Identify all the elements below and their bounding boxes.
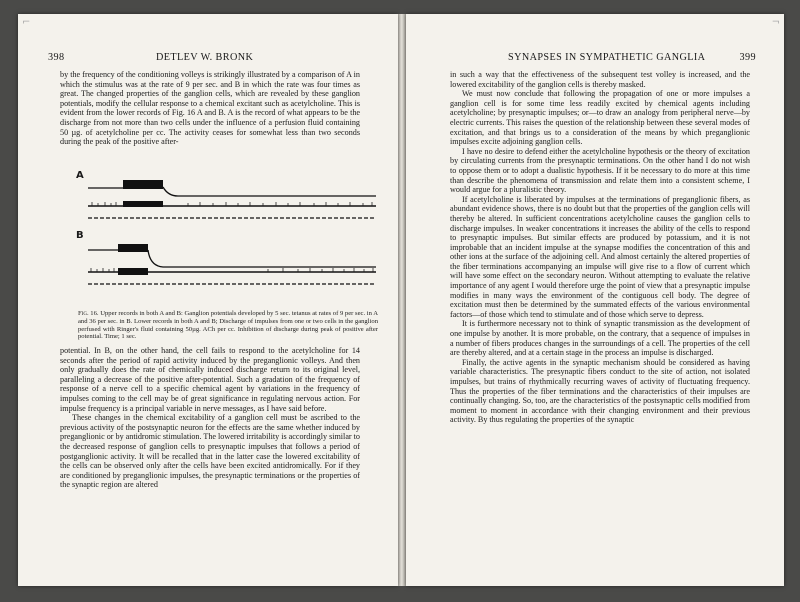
corner-crop-mark: ⌐ (22, 17, 31, 28)
paragraph: in such a way that the effectiveness of the subsequent test volley is increased, and the lowered excitability of the ganglion cells is thereby masked. (450, 70, 750, 89)
book-spine (398, 14, 406, 586)
right-running-title: SYNAPSES IN SYMPATHETIC GANGLIA (508, 52, 706, 63)
paragraph: by the frequency of the conditioning volleys is strikingly illustrated by a comparison of A in which the stimulus was at the rate of 9 per sec. and B in which the rate was four times as great. The changed properties of the ganglion cells, which are revealed by these ganglion potentials, modify the cellular response to a chemical excitant such as acetylcholine. This is evident from the lower records of Fig. 16 A and B. A is the record of what appears to be the discharge from not more than two cells under the influence of a perfusion fluid containing 50 µg. of acetylcholine per cc. The activity ceases for somewhat less than two seconds during the peak of the positive after- (60, 70, 360, 147)
right-page-number: 399 (739, 52, 756, 63)
right-body-text (450, 70, 750, 425)
paragraph: potential. In B, on the other hand, the cell fails to respond to the acetylcholine for 14 seconds after the period of rapid activity induced by the preganglionic volleys. And then only gradually does the rate of chemically induced discharge return to its original level, paralleling a decrease of the positive after-potential. Such a gradation of the frequency of response of a nerve cell to a specific chemical agent by variations in the frequency of impulses coming to the cell may be of great significance in regulating nervous action. For impulse frequency is a principal variable in nerve messages, as I have said before. (60, 346, 360, 413)
figure-label-b: B (76, 230, 84, 241)
paragraph: Finally, the active agents in the synaptic mechanism should be considered as having variable characteristics. The presynaptic fibers conduct to the site of action, not isolated impulses, but trains of rhythmically recurring waves of activity of fluctuating frequency. Thus the properties of the fiber terminations and the characteristics of their impulses are continually changing. So, too, are the characteristics of the postsynaptic cells modified from moment to moment in accordance with their changing environment and their previous activity. By thus regulating the properties of the synaptic (450, 357, 750, 425)
caption-text: Upper records in both A and B: Ganglion potentials developed by 5 sec. tetanus at rates of 9 per sec. in A and 36 per sec. in B. Lower records in both A and B; Discharge of impulses from one or two cells in the ganglion perfused with Ringer's fluid containing 50µg. ACh per cc. Inhibition of discharge during peak of positive after potential. Time; 1 sec. (78, 310, 378, 341)
paragraph: I have no desire to defend either the acetylcholine hypothesis or the theory of excitation by circulating currents from the presynaptic terminations. On the other hand I do not wish to oppose them or to adopt a dualistic hypothesis. If it be necessary to do more at this time than describe the phenomena of transmission and relate them into a consistent scheme, I would argue for a pluralistic theory. (450, 146, 750, 195)
left-top-paragraph (60, 70, 360, 147)
left-running-title: DETLEV W. BRONK (156, 52, 254, 63)
right-page (406, 14, 784, 586)
paragraph: It is furthermore necessary not to think of synaptic transmission as the development of one impulse by another. It is more probable, on the contrary, that a sequence of impulses in a number of fibers produces changes in the surroundings of a cell. The properties of the cell are thereby altered, and at a certain stage in the process an impulse is discharged. (450, 319, 750, 358)
trace-a-upper (88, 180, 376, 196)
left-page-number: 398 (48, 52, 65, 63)
right-running-head (436, 52, 756, 66)
trace-b-lower (88, 268, 376, 275)
figure-caption (78, 310, 378, 341)
left-running-head (48, 52, 370, 66)
corner-crop-mark: ¬ (771, 17, 780, 28)
figure-16 (76, 170, 378, 306)
paragraph: We must now conclude that following the propagation of one or more impulses a ganglion cell is for some time less readily excited by chemical agents including acetylcholine; by presynaptic impulses; or—to draw an analogy from peripheral nerve—by electric currents. This raises the question of the relationship between these several modes of excitation, and that brings us to a consideration of the means by which preganglionic impulses excite adjoining ganglion cells. (450, 89, 750, 147)
caption-lead: Fig. 16. (78, 310, 99, 317)
paragraph: If acetylcholine is liberated by impulses at the terminations of preganglionic fibers, as abundant evidence shows, there is no doubt but that the properties of the ganglion cells will thereby be altered. In sufficient concentrations acetylcholine causes the ganglion cells to discharge impulses. In weaker concentrations it increases the ability of the cells to respond to presynaptic impulses. But similar effects are produced by potassium, and it is not improbable that an incident impulse at the synapse modifies the concentration of this and other ions at the surface of the adjoining cell. And almost certainly the altered properties of the fiber terminations accompanying an impulse will give rise to a flow of current which will have some effect on the secondary neuron. Without attempting to evaluate the relative importance of any agent I would therefore urge the point of view that a presynaptic impulse modifies in many ways the environment of the contiguous cell body. The degree of excitation must then be determined by the summated effects of the various environmental factors—of those which tend to stimulate and of those which serve to depress. (450, 194, 750, 319)
trace-b-upper (88, 244, 376, 267)
paragraph: These changes in the chemical excitability of a ganglion cell must be ascribed to the previous activity of the postsynaptic neuron for the effects are the same whether induced by preganglionic or by antidromic stimulation. The lowered irritability is accordingly similar to the decreased response of ganglion cells to presynaptic impulses that follows a period of postganglionic activity. It will be recalled that in the latter case the lowered excitability of the cells can be observed only after the cells have been excited antidromically. For if they are conditioned by preganglionic impulses, the presynaptic terminations or the properties of the synaptic region are altered (60, 413, 360, 490)
left-body-text (60, 346, 360, 490)
oscillograph-records (78, 174, 378, 306)
figure-label-a: A (76, 170, 84, 181)
trace-a-lower (88, 201, 376, 207)
left-page (18, 14, 398, 586)
